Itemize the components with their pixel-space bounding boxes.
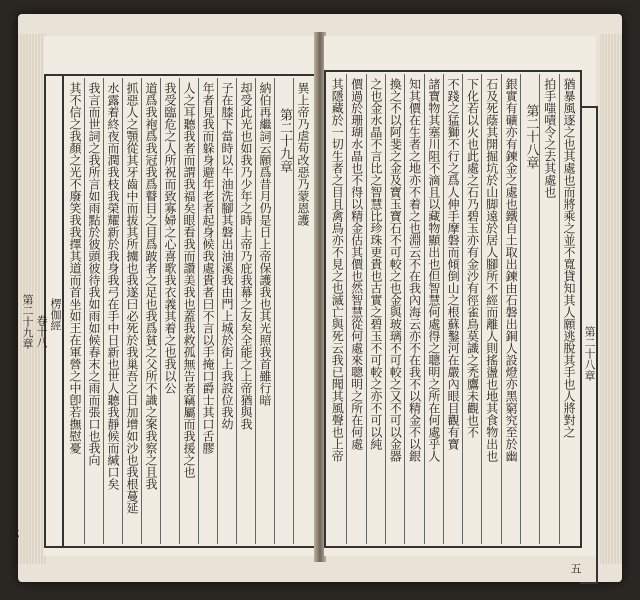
text-column: 猶暴風逐之也其處也而將乘之並不寬貸知其人願逃脫其手也人將對之	[559, 74, 578, 544]
text-column: 納伯再繼詞云願爲昔月仍是日上帝保護我也其光照我首雖行暗	[255, 78, 274, 544]
text-column: 却受此光也如我乃少年之時上帝乃庇我幕之友矣全能之上帝猶與我	[236, 78, 255, 544]
right-page	[324, 36, 596, 574]
page-edges-right	[600, 34, 622, 564]
text-column: 價過於珊瑚水晶也不得以精金估其價也然智慧從何處來聰明之所在何處	[346, 74, 365, 544]
text-column: 子在膝下當時以牛油洗腳其磐出油溪我由門上城於街上我設位我幼	[217, 78, 236, 544]
volume-label: 卷十八	[35, 314, 48, 348]
text-column: 不踐之猛獅不行之爲人伸手摩磐而傾倒山之根蘇鑿河在嚴內眼目觀有寶	[443, 74, 462, 544]
text-column: 銀實有礦亦有鍊金之處也鐵自土取出鍊由石磐出銅人設燈亦黑窮究至於幽	[501, 74, 520, 544]
chapter-heading: 第二十八章	[520, 74, 539, 544]
right-page-text-frame	[324, 70, 596, 574]
text-column: 其隱藏於一切生者之目且禽鳥亦不見之也滅亡與死云我已聞其風聲也上帝	[330, 78, 345, 462]
chapter-label: 第二十八章	[583, 325, 596, 381]
text-column: 知其價在生者之地亦不着之也淵云不在我內海云亦不在我不以精金不以銀	[404, 74, 423, 544]
text-column: 人之耳聽我者而謂我福矣眼看我而讚美我也蓋我救孤無告者竊屬而我援之也	[179, 78, 198, 544]
chapter-heading: 第二十九章	[274, 78, 293, 544]
text-column: 下化若以火也此處之石乃碧玉亦有金沙有徑雀鳥莫識之禿鷹未觀也不	[462, 74, 481, 544]
page-number: 五	[569, 563, 582, 574]
text-column: 異上帝乃虐苟改惡乃蒙恩護	[293, 78, 312, 544]
text-column: 之也金水晶不言比之智慧比珍珠更貴也古實之碧玉不可較之亦不可以純	[366, 74, 385, 544]
text-column: 石及死蔭其開掘坑於山脚遠於居人腳所不經而離人則搖盪也地其食物出也	[481, 74, 500, 544]
text-column: 換之不以阿斐之金及寶玉寶石不可較之也金與玻璃不可較之又不可以金器	[385, 74, 404, 544]
text-column: 諸寶物其塞川阻不滴且以藏物顯出也但智慧何處得之聰明之所在何處乎人	[424, 74, 443, 544]
page-number: 六	[7, 527, 20, 538]
text-column: 道爲我袍爲我冠我爲瞽目之目爲跛者之足也我爲貧之父所不識之案我察之且我	[141, 78, 160, 544]
text-column: 拍手嗤嘖令之去其處也	[539, 74, 558, 544]
text-column: 我受臨危之人所祝而致寡婦之心喜歌我衣義其着之也我以公	[160, 78, 179, 544]
left-page-center-column	[7, 74, 62, 548]
left-page	[7, 36, 316, 556]
text-column: 年者見我而躲身避年老者起身候我處貴者曰不言以手掩口爵士其口舌膠	[198, 78, 217, 544]
text-column: 我言而世詞之我所言如雨點於彼頭彼待我如雨如候春末之雨而張口也我向	[84, 78, 103, 544]
right-page-center-column	[569, 106, 598, 584]
text-column: 其不信之我顏之光不廢笑我我擇其道而首坐如王在軍營之中卽若撫慰憂	[68, 82, 82, 454]
chapter-label: 第二十九章	[21, 293, 34, 349]
text-column: 抓惡人之顎從其牙齒中而拔其所擄也我遂曰必死於我巢吾之日加增如沙也我根蔓延	[122, 78, 141, 544]
book-title: 楞伽經	[49, 297, 62, 331]
left-page-text-frame	[62, 74, 316, 548]
text-column: 水露着終夜而潤我枝我榮耀新於我身我弓在手中日新也世人聽我靜候而緘口矣	[103, 78, 122, 544]
open-book	[7, 14, 622, 582]
